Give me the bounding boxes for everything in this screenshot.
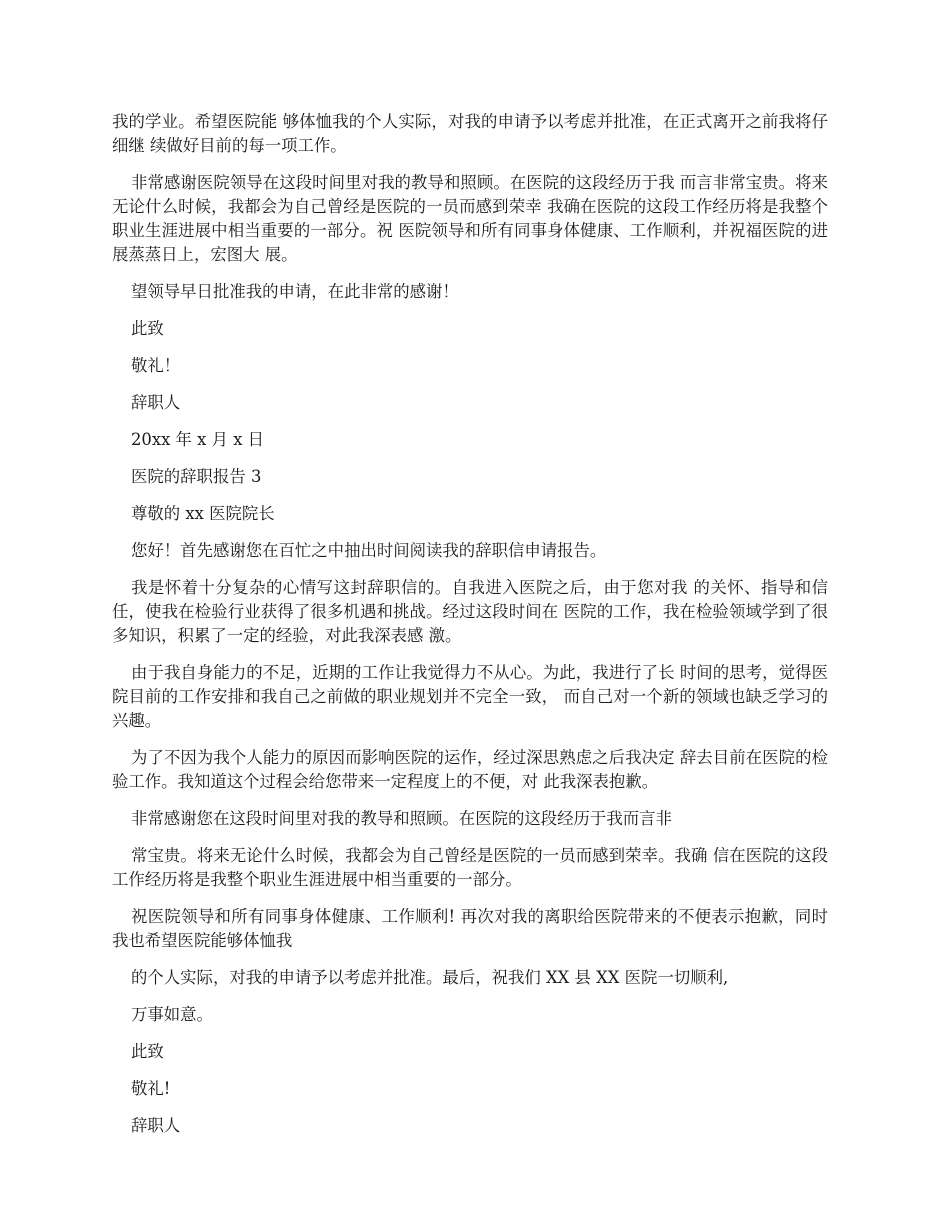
paragraph-thanks: 非常感谢医院领导在这段时间里对我的教导和照顾。在医院的这段经历于我 而言非常宝贵。将来无论什么时候，我都会为自己曾经是医院的一员而感到荣幸 我确在医院的这段工作经历将是我整个职业生涯进展中相当重要的一部分。祝 医院领导和所有同事身体健康、工作顺利，并祝福医院的进展蒸蒸日上，宏图大 展。 — [112, 173, 828, 264]
greeting-paragraph: 您好！首先感谢您在百忙之中抽出时间阅读我的辞职信申请报告。 — [131, 541, 607, 560]
closing-cizhi: 此致 — [131, 319, 164, 338]
paragraph-thanks-2: 非常感谢您在这段时间里对我的教导和照顾。在医院的这段经历于我而言非 — [131, 809, 672, 828]
paragraph-decision: 为了不因为我个人能力的原因而影响医院的运作，经过深思熟虑之后我决定 辞去目前在医院的检验工作。我知道这个过程会给您带来一定程度上的不便，对 此我深表抱歉。 — [112, 748, 828, 791]
paragraph-wishes: 祝医院领导和所有同事身体健康、工作顺利! 再次对我的离职给医院带来的不便表示抱歉，同时我也希望医院能够体恤我 — [112, 907, 828, 950]
section-title: 医院的辞职报告 3 — [131, 467, 262, 486]
signature-label-2: 辞职人 — [131, 1116, 181, 1135]
paragraph-reason: 由于我自身能力的不足，近期的工作让我觉得力不从心。为此，我进行了长 时间的思考，觉得医院目前的工作安排和我自己之前做的职业规划并不完全一致， 而自己对一个新的领域也缺乏学习的兴趣。 — [112, 663, 828, 730]
closing-jingli: 敬礼！ — [131, 356, 181, 375]
document-page — [112, 110, 828, 1151]
closing-cizhi-2: 此致 — [131, 1042, 164, 1061]
closing-jingli-2: 敬礼! — [131, 1079, 171, 1098]
signature-label: 辞职人 — [131, 393, 181, 412]
paragraph-wishes-continued: 的个人实际，对我的申请予以考虑并批准。最后，祝我们 XX 县 XX 医院一切顺利, — [131, 968, 729, 987]
paragraph-continuation: 我的学业。希望医院能 够体恤我的个人实际，对我的申请予以考虑并批准，在正式离开之前我将仔细继 续做好目前的每一项工作。 — [112, 112, 828, 155]
paragraph-wanshi: 万事如意。 — [131, 1005, 213, 1024]
date-line: 20xx 年 x 月 x 日 — [131, 430, 265, 449]
paragraph-feelings: 我是怀着十分复杂的心情写这封辞职信的。自我进入医院之后，由于您对我 的关怀、指导和信任，使我在检验行业获得了很多机遇和挑战。经过这段时间在 医院的工作，我在检验领域学到了很多知识，积累了一定的经验，对此我深表感 激。 — [112, 578, 828, 645]
paragraph-request: 望领导早日批准我的申请，在此非常的感谢！ — [131, 282, 459, 301]
paragraph-thanks-continued: 常宝贵。将来无论什么时候，我都会为自己曾经是医院的一员而感到荣幸。我确 信在医院的这段工作经历将是我整个职业生涯进展中相当重要的一部分。 — [112, 846, 828, 889]
salutation: 尊敬的 xx 医院院长 — [131, 504, 275, 523]
